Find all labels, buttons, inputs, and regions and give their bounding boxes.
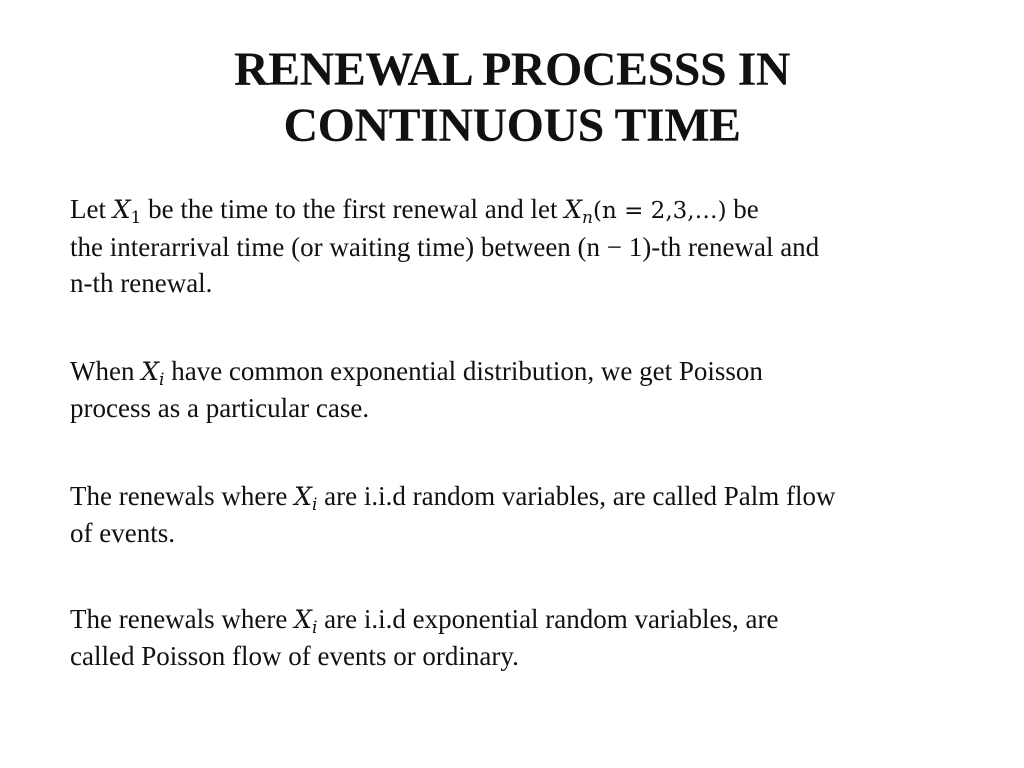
text-be: be — [733, 194, 759, 224]
math-xi-var: X — [141, 357, 160, 386]
text-exponential-rv: are i.i.d exponential random variables, are — [324, 604, 779, 634]
math-xi — [294, 482, 318, 515]
math-xn-sub: n — [582, 208, 593, 228]
math-xn-range: (n = 2,3,…) — [593, 198, 727, 224]
math-xi-sub: i — [159, 370, 165, 390]
paragraph-palm-flow-line-2: of events. — [70, 518, 175, 548]
paragraph-definition-line-1 — [70, 191, 960, 229]
text-palm-flow: are i.i.d random variables, are called Palm flow — [324, 481, 836, 511]
text-exponential: have common exponential distribution, we get Poisson — [171, 356, 763, 386]
paragraph-poisson-flow — [70, 601, 960, 674]
paragraph-poisson-case — [70, 353, 960, 426]
math-xi-var: X — [294, 482, 312, 511]
paragraph-poisson-case-line-1 — [70, 353, 960, 390]
paragraph-palm-flow — [70, 478, 960, 551]
text-let: Let — [70, 194, 106, 224]
math-xi — [141, 357, 165, 390]
math-xi-sub: i — [311, 495, 318, 515]
slide-title-line-1: RENEWAL PROCESSS IN — [234, 43, 790, 96]
paragraph-poisson-flow-line-2: called Poisson flow of events or ordinary. — [70, 641, 519, 671]
math-xi-sub: i — [311, 618, 318, 638]
math-xi — [294, 605, 318, 638]
slide-body — [70, 191, 960, 674]
paragraph-poisson-flow-line-1 — [70, 601, 960, 638]
text-when: When — [70, 356, 135, 386]
text-renewals-where: The renewals where — [70, 481, 288, 511]
math-xn-var: X — [564, 195, 583, 224]
paragraph-definition-line-3: n-th renewal. — [70, 268, 213, 298]
paragraph-definition — [70, 191, 960, 301]
math-x1-var: X — [112, 195, 131, 224]
math-x1 — [112, 195, 142, 228]
paragraph-poisson-case-line-2: process as a particular case. — [70, 393, 370, 423]
slide-title-line-2: CONTINUOUS TIME — [283, 99, 741, 152]
paragraph-palm-flow-line-1 — [70, 478, 960, 515]
math-x1-sub: 1 — [130, 208, 142, 228]
text-renewals-where: The renewals where — [70, 604, 288, 634]
slide-title — [0, 42, 1024, 154]
math-xi-var: X — [294, 605, 312, 634]
text-first-renewal: be the time to the first renewal and let — [148, 194, 558, 224]
math-xn — [564, 195, 593, 228]
paragraph-definition-line-2: the interarrival time (or waiting time) between (n − 1)-th renewal and — [70, 232, 820, 262]
